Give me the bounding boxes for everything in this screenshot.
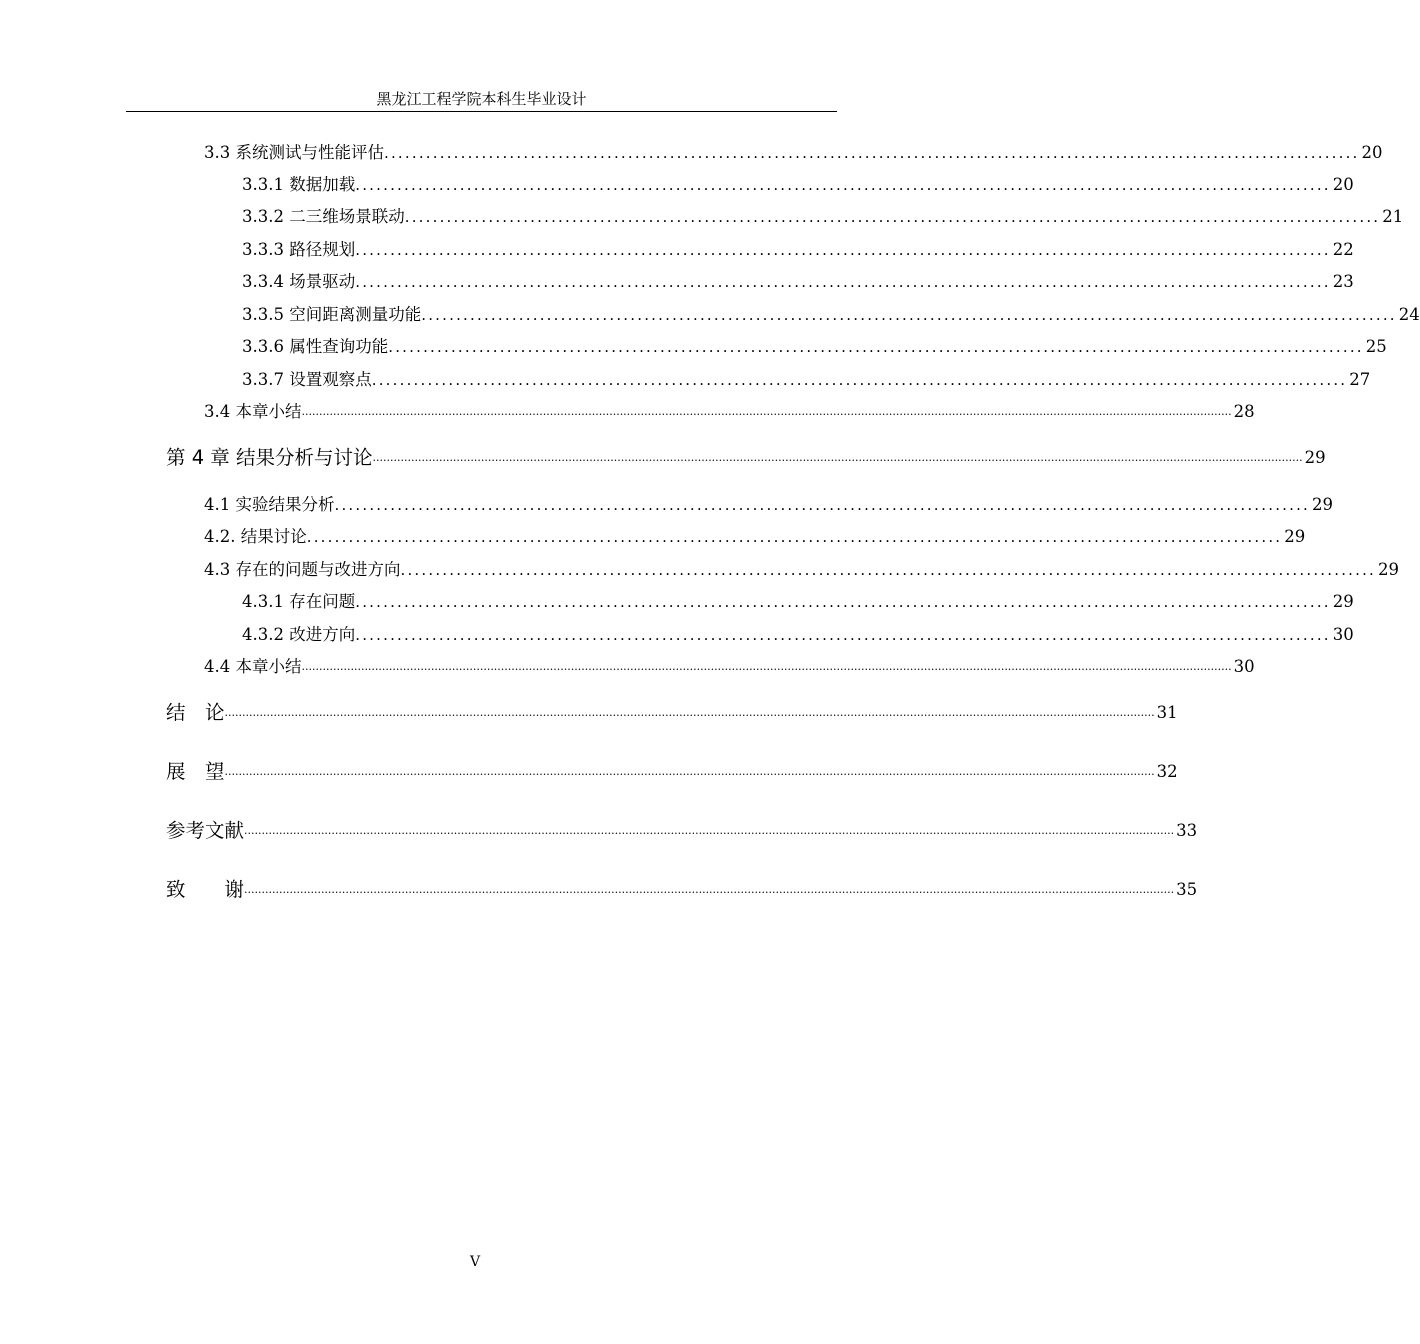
toc-page-number: 30 bbox=[1332, 625, 1354, 644]
toc-page-number: 31 bbox=[1156, 703, 1178, 722]
toc-leader: ............................................................................................................................................ bbox=[371, 371, 1348, 389]
toc-chapter-title: 参考文献 bbox=[166, 819, 245, 842]
toc-entry[interactable] bbox=[204, 656, 1255, 678]
page-number: V bbox=[469, 1254, 481, 1270]
toc-leader: .......................................................................................................................................................................................................................................................................... bbox=[224, 706, 1155, 719]
toc-chapter-entry[interactable] bbox=[166, 445, 1326, 471]
toc-entry-title: 4.3.2 改进方向 bbox=[242, 625, 356, 644]
toc-leader: ............................................................................................................................................ bbox=[355, 241, 1331, 259]
toc-leader: ............................................................................................................................................ bbox=[388, 338, 1364, 356]
toc-page-number: 27 bbox=[1349, 370, 1371, 389]
toc-entry-title: 3.3.2 二三维场景联动 bbox=[242, 207, 405, 226]
toc-entry-title: 4.2. 结果讨论 bbox=[204, 527, 307, 546]
toc-entry[interactable] bbox=[242, 239, 1354, 261]
toc-entry[interactable] bbox=[242, 271, 1354, 293]
toc-entry-title: 3.3.5 空间距离测量功能 bbox=[242, 305, 422, 324]
toc-leader: .......................................................................................................................................................................................................................................................................... bbox=[372, 451, 1303, 464]
toc-entry-title: 3.3.7 设置观察点 bbox=[242, 370, 372, 389]
toc-page-number: 21 bbox=[1382, 207, 1404, 226]
toc-chapter-title: 第 4 章 结果分析与讨论 bbox=[166, 446, 373, 469]
toc-chapter-entry[interactable] bbox=[166, 877, 1198, 903]
toc-leader: .......................................................................................................................................................................................................................................................................... bbox=[244, 883, 1175, 896]
toc-page-number: 32 bbox=[1156, 762, 1178, 781]
toc-page-number: 20 bbox=[1332, 175, 1354, 194]
toc-entry[interactable] bbox=[242, 624, 1354, 646]
toc-leader: ............................................................................................................................................ bbox=[355, 626, 1331, 644]
toc-entry-title: 4.4 本章小结 bbox=[204, 657, 302, 676]
toc-chapter-title: 结 论 bbox=[166, 701, 225, 724]
toc-page-number: 28 bbox=[1233, 402, 1255, 421]
toc-entry[interactable] bbox=[204, 559, 1400, 581]
toc-entry-title: 3.3.6 属性查询功能 bbox=[242, 337, 389, 356]
toc-entry[interactable] bbox=[242, 591, 1354, 613]
toc-page-number: 30 bbox=[1233, 657, 1255, 676]
toc-chapter-entry[interactable] bbox=[166, 700, 1178, 726]
toc-page-number: 25 bbox=[1365, 337, 1387, 356]
toc-leader: ............................................................................................................................................ bbox=[400, 561, 1377, 579]
toc-entry[interactable] bbox=[242, 304, 1420, 326]
toc-entry[interactable] bbox=[242, 206, 1404, 228]
toc-entry-title: 3.3.4 场景驱动 bbox=[242, 272, 356, 291]
toc-page-number: 20 bbox=[1361, 143, 1383, 162]
toc-entry[interactable] bbox=[204, 494, 1334, 516]
toc-leader: .......................................................................................................................................................................................................................................................................... bbox=[301, 405, 1232, 418]
toc-entry-title: 4.3.1 存在问题 bbox=[242, 592, 356, 611]
toc-entry-title: 3.4 本章小结 bbox=[204, 402, 302, 421]
toc-page-number: 22 bbox=[1332, 240, 1354, 259]
toc-chapter-entry[interactable] bbox=[166, 818, 1198, 844]
toc-leader: ............................................................................................................................................ bbox=[421, 306, 1397, 324]
toc-entry-title: 4.1 实验结果分析 bbox=[204, 495, 335, 514]
toc-leader: ............................................................................................................................................ bbox=[334, 496, 1311, 514]
running-header: 黑龙江工程学院本科生毕业设计 bbox=[376, 90, 587, 108]
toc-page-number: 24 bbox=[1398, 305, 1420, 324]
toc-leader: ............................................................................................................................................ bbox=[384, 144, 1360, 162]
toc-chapter-title: 致 谢 bbox=[166, 878, 245, 901]
toc-entry[interactable] bbox=[242, 369, 1371, 391]
toc-leader: .......................................................................................................................................................................................................................................................................... bbox=[224, 765, 1155, 778]
toc-leader: ............................................................................................................................................ bbox=[355, 593, 1331, 611]
toc-leader: ............................................................................................................................................ bbox=[355, 273, 1331, 291]
toc-entry[interactable] bbox=[204, 142, 1383, 164]
toc-leader: ............................................................................................................................................ bbox=[404, 208, 1381, 226]
toc-entry[interactable] bbox=[204, 526, 1306, 548]
toc-chapter-title: 展 望 bbox=[166, 760, 225, 783]
toc-chapter-entry[interactable] bbox=[166, 759, 1178, 785]
toc-leader: ............................................................................................................................................ bbox=[355, 176, 1331, 194]
toc-entry[interactable] bbox=[242, 174, 1354, 196]
toc-page-number: 29 bbox=[1378, 560, 1400, 579]
toc-page-number: 29 bbox=[1332, 592, 1354, 611]
toc-entry[interactable] bbox=[242, 336, 1387, 358]
toc-leader: .......................................................................................................................................................................................................................................................................... bbox=[244, 824, 1175, 837]
toc-entry-title: 3.3 系统测试与性能评估 bbox=[204, 143, 384, 162]
toc-leader: ............................................................................................................................................ bbox=[306, 528, 1283, 546]
toc-entry[interactable] bbox=[204, 401, 1255, 423]
toc-page-number: 35 bbox=[1176, 880, 1198, 899]
toc-page-number: 33 bbox=[1176, 821, 1198, 840]
toc-leader: .......................................................................................................................................................................................................................................................................... bbox=[301, 660, 1232, 673]
toc-entry-title: 3.3.3 路径规划 bbox=[242, 240, 356, 259]
toc-page-number: 29 bbox=[1312, 495, 1334, 514]
toc-entry-title: 3.3.1 数据加载 bbox=[242, 175, 356, 194]
toc-page-number: 23 bbox=[1332, 272, 1354, 291]
toc-page-number: 29 bbox=[1304, 448, 1326, 467]
toc-page-number: 29 bbox=[1284, 527, 1306, 546]
toc-entry-title: 4.3 存在的问题与改进方向 bbox=[204, 560, 401, 579]
